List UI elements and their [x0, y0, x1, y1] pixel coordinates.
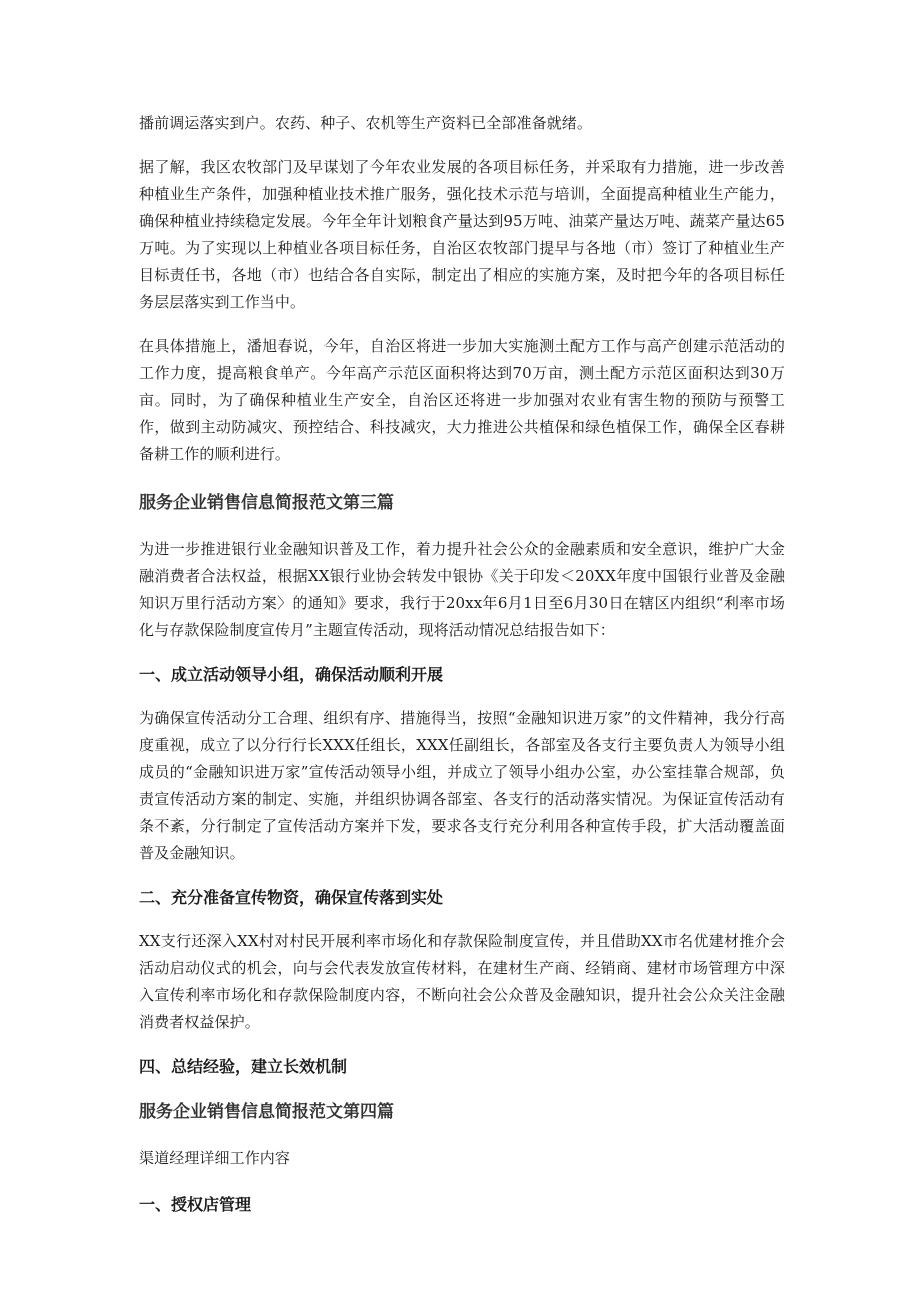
subheading-leadership-group: 一、成立活动领导小组，确保活动顺利开展 [139, 665, 444, 684]
paragraph-financial-knowledge: 为进一步推进银行业金融知识普及工作，着力提升社会公众的金融素质和安全意识，维护广大金融消费者合法权益，根据XX银行业协会转发中银协《关于印发＜20XX年度中国银行业普及金融知识万里行活动方案〉的通知》要求，我行于20xx年6月1日至6月30日在辖区内组织“利率市场化与存款保险制度宣传月”主题宣传活动，现将活动情况总结报告如下： [139, 540, 785, 639]
section-heading-fourth: 服务企业销售信息简报范文第四篇 [139, 1102, 394, 1122]
paragraph-specific-measures: 在具体措施上，潘旭春说，今年，自治区将进一步加大实施测土配方工作与高产创建示范活动的工作力度，提高粮食单产。今年高产示范区面积将达到70万亩，测土配方示范区面积达到30万亩。同时，为了确保种植业生产安全，自治区还将进一步加强对农业有害生物的预防与预警工作，做到主动防减灾、预控结合、科技减灾，大力推进公共植保和绿色植保工作，确保全区春耕备耕工作的顺利进行。 [139, 337, 785, 463]
paragraph-channel-manager: 渠道经理详细工作内容 [139, 1149, 291, 1167]
paragraph-planting-goals: 据了解，我区农牧部门及早谋划了今年农业发展的各项目标任务，并采取有力措施，进一步改善种植业生产条件，加强种植业技术推广服务，强化技术示范与培训，全面提高种植业生产能力，确保种植业持续稳定发展。今年全年计划粮食产量达到95万吨、油菜产量达万吨、蔬菜产量达65万吨。为了实现以上种植业各项目标任务，自治区农牧部门提早与各地（市）签订了种植业生产目标责任书，各地（市）也结合各自实际，制定出了相应的实施方案，及时把今年的各项目标任务层层落实到工作当中。 [139, 158, 785, 311]
paragraph-leadership-details: 为确保宣传活动分工合理、组织有序、措施得当，按照“金融知识进万家”的文件精神，我分行高度重视，成立了以分行行长XXX任组长，XXX任副组长，各部室及各支行主要负责人为领导小组成员的“金融知识进万家”宣传活动领导小组，并成立了领导小组办公室，办公室挂靠合规部，负责宣传活动方案的制定、实施，并组织协调各部室、各支行的活动落实情况。为保证宣传活动有条不紊，分行制定了宣传活动方案并下发，要求各支行充分利用各种宣传手段，扩大活动覆盖面普及金融知识。 [139, 709, 785, 862]
section-heading-third: 服务企业销售信息简报范文第三篇 [139, 493, 394, 513]
paragraph-intro-tail: 播前调运落实到户。农药、种子、农机等生产资料已全部准备就绪。 [139, 114, 593, 132]
subheading-publicity-materials: 二、充分准备宣传物资，确保宣传落到实处 [139, 888, 444, 907]
document-page [139, 110, 785, 1218]
subheading-summary-experience: 四、总结经验，建立长效机制 [139, 1057, 348, 1076]
paragraph-branch-outreach: XX支行还深入XX村对村民开展利率市场化和存款保险制度宣传，并且借助XX市名优建材推介会活动启动仪式的机会，向与会代表发放宣传材料，在建材生产商、经销商、建材市场管理方中深入宣传利率市场化和存款保险制度内容，不断向社会公众普及金融知识，提升社会公众关注金融消费者权益保护。 [139, 932, 785, 1031]
subheading-authorized-store: 一、授权店管理 [139, 1195, 252, 1214]
